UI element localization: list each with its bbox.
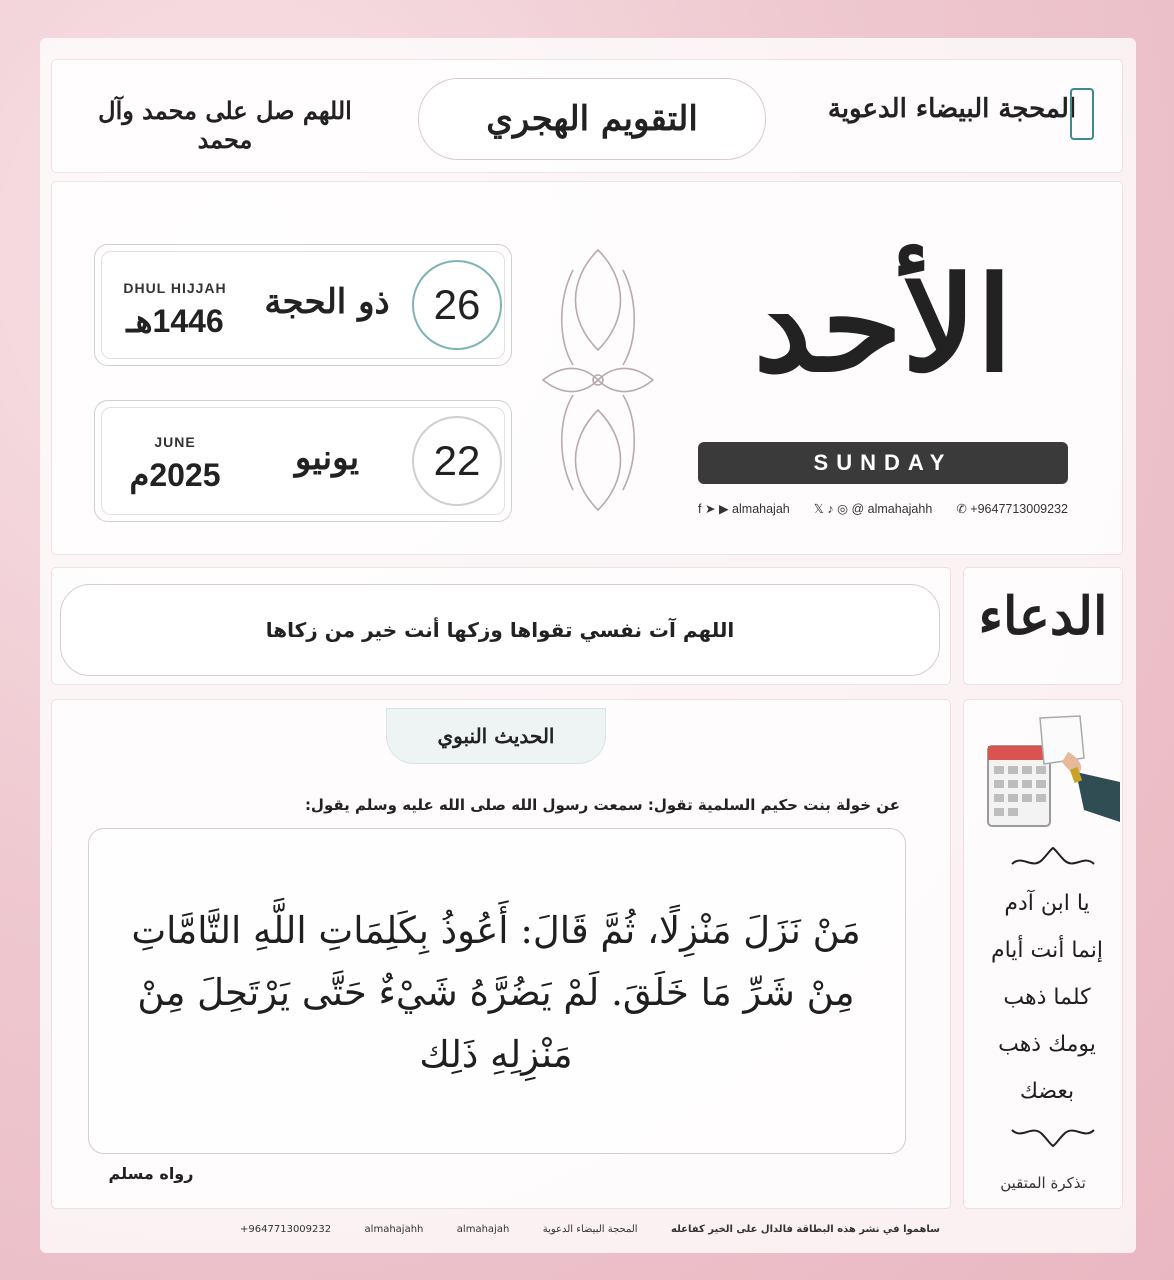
social-links bbox=[698, 498, 1068, 518]
footer-org: المحجة البيضاء الدعوية bbox=[542, 1223, 638, 1235]
hijri-year: 1446هـ bbox=[126, 303, 224, 339]
whatsapp-icon: ✆ bbox=[956, 501, 967, 516]
poem-line: إنما أنت أيام bbox=[990, 938, 1104, 963]
tiktok-icon: ♪ bbox=[827, 501, 834, 516]
ornament-top-icon bbox=[1010, 846, 1096, 876]
salawat-calligraphy: اللهم صل على محمد وآل محمد bbox=[98, 96, 352, 154]
footer-text: ساهموا في نشر هذه البطاقة فالدال على الخير كفاعله bbox=[671, 1223, 940, 1235]
hadith-source: رواه مسلم bbox=[108, 1164, 194, 1183]
dua-text-box bbox=[60, 584, 940, 676]
hijri-month-english: DHUL HIJJAH bbox=[123, 280, 227, 296]
social-handle-left[interactable]: f ➤ ▶ almahajah bbox=[698, 501, 790, 516]
org-name-calligraphy: المحجة البيضاء الدعوية bbox=[827, 94, 1077, 124]
instagram-icon: ◎ bbox=[837, 501, 848, 516]
hadith-label: الحديث النبوي bbox=[437, 724, 555, 748]
org-logo-icon bbox=[1070, 88, 1094, 140]
x-icon: 𝕏 bbox=[813, 501, 824, 516]
footer-handle2[interactable]: almahajahh bbox=[364, 1223, 424, 1235]
footer-phone[interactable]: +9647713009232 bbox=[240, 1223, 332, 1235]
hadith-text: مَنْ نَزَلَ مَنْزِلًا، ثُمَّ قَالَ: أَعُوذُ بِكَلِمَاتِ اللَّهِ التَّامَّاتِ مِنْ شَرِّ مَا خَلَقَ. لَمْ يَضُرَّهُ شَيْءٌ حَتَّى يَرْتَحِلَ مِنْ مَنْزِلِهِ ذَلِك bbox=[131, 909, 861, 1076]
reminder-poem bbox=[972, 880, 1122, 1115]
poem-line: يا ابن آدم bbox=[1004, 891, 1090, 916]
footer-handle1[interactable]: almahajah bbox=[456, 1223, 510, 1235]
footer bbox=[240, 1220, 940, 1238]
gregorian-month-arabic: يونيو bbox=[294, 438, 360, 478]
social-handle-middle[interactable]: 𝕏 ♪ ◎ @ almahajahh bbox=[813, 501, 933, 516]
gregorian-month-english: JUNE bbox=[154, 434, 196, 450]
hijri-day-number: 26 bbox=[412, 260, 502, 350]
day-name-arabic: الأحد bbox=[753, 248, 1013, 401]
hijri-month-arabic: ذو الحجة bbox=[264, 282, 390, 322]
ornament-divider-icon bbox=[538, 240, 658, 520]
dua-text: اللهم آت نفسي تقواها وزكها أنت خير من زكاها bbox=[265, 618, 735, 642]
gregorian-year: 2025م bbox=[129, 457, 221, 493]
poem-line: يومك ذهب bbox=[998, 1032, 1096, 1057]
poem-line: كلما ذهب bbox=[1003, 985, 1091, 1010]
title-banner bbox=[418, 78, 766, 160]
dua-label: الدعاء bbox=[978, 586, 1108, 647]
facebook-icon: f bbox=[698, 501, 702, 516]
calendar-hand-icon bbox=[980, 712, 1120, 832]
social-phone[interactable]: ✆ +9647713009232 bbox=[956, 501, 1068, 516]
day-name-english: SUNDAY bbox=[698, 442, 1068, 484]
page-title: التقويم الهجري bbox=[486, 99, 698, 139]
ornament-bottom-icon bbox=[1010, 1118, 1096, 1148]
hadith-intro: عن خولة بنت حكيم السلمية تقول: سمعت رسول الله صلى الله عليه وسلم يقول: bbox=[304, 796, 900, 814]
reminder-caption: تذكرة المتقين bbox=[1000, 1174, 1086, 1192]
telegram-icon: ➤ bbox=[704, 501, 716, 516]
youtube-icon: ▶ bbox=[718, 501, 729, 516]
poem-line: بعضك bbox=[1019, 1079, 1075, 1104]
gregorian-day-number: 22 bbox=[412, 416, 502, 506]
hadith-label-tab bbox=[386, 708, 606, 764]
threads-icon: @ bbox=[851, 501, 865, 516]
